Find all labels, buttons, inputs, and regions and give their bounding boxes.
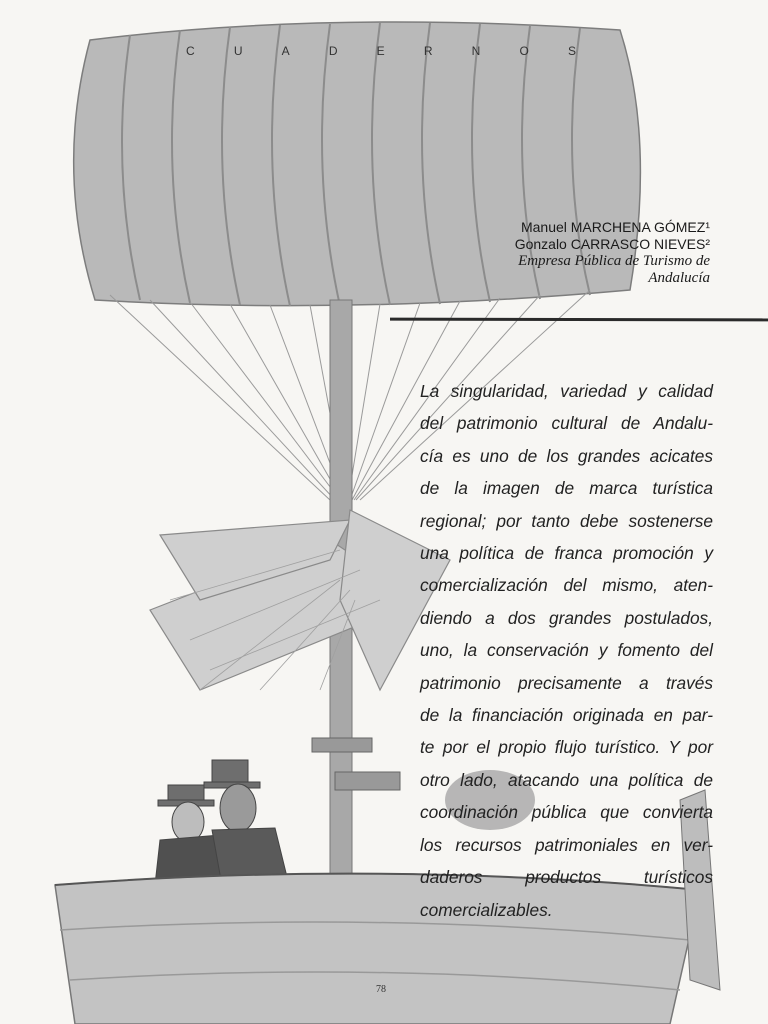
header-letter: O [519, 44, 529, 58]
author-2: Gonzalo CARRASCO NIEVES² [514, 236, 710, 252]
abstract-line: de la financiación originada en par- [420, 705, 713, 726]
page-number: 78 [376, 984, 386, 995]
abstract-line: del patrimonio cultural de Andalu- [420, 413, 713, 434]
abstract-line: otro lado, atacando una política de [420, 769, 713, 790]
abstract-line: los recursos patrimoniales en ver- [420, 834, 713, 855]
abstract-line: de la imagen de marca turística [420, 478, 713, 499]
abstract-line: te por el propio flujo turístico. Y por [420, 737, 713, 758]
abstract-line: cía es uno de los grandes acicates [420, 445, 713, 466]
header-letter: D [328, 44, 338, 58]
abstract-line: daderos productos turísticos [420, 867, 713, 888]
gear [312, 738, 372, 752]
gear [335, 772, 400, 790]
author-block [380, 219, 710, 287]
abstract-line: comercialización del mismo, aten- [420, 575, 713, 596]
abstract-line: regional; por tanto debe sostenerse [420, 510, 713, 531]
header-cuadernos [186, 44, 576, 58]
header-letter: N [471, 44, 481, 58]
abstract-line: uno, la conservación y fomento del [420, 640, 713, 661]
abstract-line: una política de franca promoción y [420, 543, 713, 564]
propeller-frame [150, 510, 450, 690]
header-letter: A [281, 44, 290, 58]
header-letter: R [423, 44, 433, 58]
author-1: Manuel MARCHENA GÓMEZ¹ [520, 219, 710, 235]
abstract-line: diendo a dos grandes postulados, [420, 607, 713, 628]
abstract-line: coordinación pública que convierta [420, 802, 713, 823]
header-letter: C [186, 44, 195, 58]
abstract-line: La singularidad, variedad y calidad [420, 381, 713, 401]
divider-rule [390, 318, 768, 322]
header-letter: E [376, 44, 385, 58]
abstract-line: comercializables. [420, 899, 553, 920]
affiliation-line-2: Andalucía [648, 270, 710, 286]
header-letter: U [233, 44, 243, 58]
header-letter: S [567, 44, 576, 58]
abstract-text [420, 375, 713, 926]
affiliation-line-1: Empresa Pública de Turismo de [518, 253, 710, 269]
abstract-line: patrimonio precisamente a través [420, 672, 713, 693]
